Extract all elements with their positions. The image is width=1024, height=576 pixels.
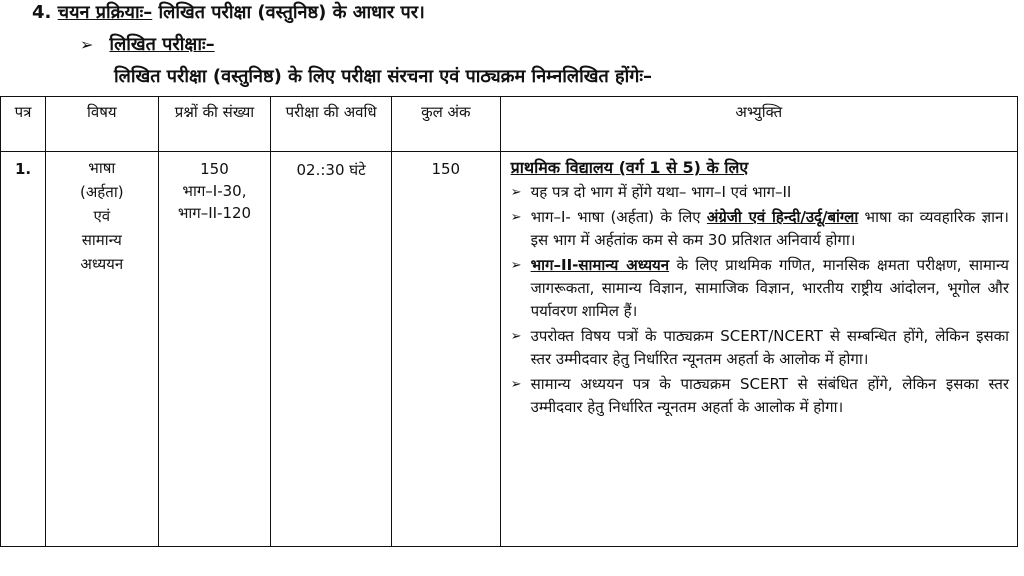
- section-text: लिखित परीक्षा (वस्तुनिष्ठ) के आधार पर।: [152, 2, 425, 23]
- header-subject: विषय: [45, 97, 158, 152]
- header-duration: परीक्षा की अवधि: [271, 97, 392, 152]
- arrow-icon: ➢: [510, 258, 522, 273]
- header-remarks: अभ्युक्ति: [500, 97, 1017, 152]
- cell-paper: 1.: [1, 152, 46, 547]
- arrow-icon: ➢: [80, 35, 94, 54]
- list-item: ➢ सामान्य अध्ययन पत्र के पाठ्यक्रम SCERT से संबंधित होंगे, लेकिन इसका स्तर उम्मीदवार हेतु निर्धारित न्यूनतम अहर्ता के आलोक में होगा।: [511, 373, 1009, 419]
- section-label: चयन प्रक्रियाः–: [57, 2, 153, 23]
- header-paper: पत्र: [1, 97, 46, 152]
- list-item: ➢ यह पत्र दो भाग में होंगे यथा– भाग–I एवं भाग–II: [511, 181, 1009, 204]
- arrow-icon: ➢: [510, 210, 522, 225]
- header-marks: कुल अंक: [391, 97, 500, 152]
- cell-duration: 02.:30 घंटे: [271, 152, 392, 547]
- arrow-icon: ➢: [510, 185, 522, 200]
- list-item: ➢ भाग–I- भाषा (अर्हता) के लिए अंग्रेजी एवं हिन्दी/उर्दू/बांग्ला भाषा का व्यवहारिक ज्ञान। इस भाग में अर्हतांक कम से कम 30 प्रतिशत अनिवार्य होगा।: [511, 206, 1009, 252]
- subheading-label: लिखित परीक्षाः–: [109, 34, 215, 55]
- cell-marks: 150: [391, 152, 500, 547]
- table-header-row: [1, 97, 1018, 152]
- remarks-title: प्राथमिक विद्यालय (वर्ग 1 से 5) के लिए: [510, 158, 749, 177]
- section-number: 4.: [32, 2, 52, 23]
- section-heading: [32, 0, 425, 24]
- exam-structure-table: [0, 96, 1018, 547]
- cell-questions: 150 भाग–I-30, भाग–II-120: [158, 152, 271, 547]
- list-item: ➢ उपरोक्त विषय पत्रों के पाठ्यक्रम SCERT/NCERT से सम्बन्धित होंगे, लेकिन इसका स्तर उम्मीदवार हेतु निर्धारित न्यूनतम अहर्ता के आलोक में होगा।: [511, 325, 1009, 371]
- cell-subject: भाषा (अर्हता) एवं सामान्य अध्ययन: [45, 152, 158, 547]
- intro-text: लिखित परीक्षा (वस्तुनिष्ठ) के लिए परीक्षा संरचना एवं पाठ्यक्रम निम्नलिखित होंगेः–: [114, 66, 653, 87]
- header-questions: प्रश्नों की संख्या: [158, 97, 271, 152]
- arrow-icon: ➢: [510, 377, 522, 392]
- subheading: [80, 32, 215, 56]
- arrow-icon: ➢: [510, 329, 522, 344]
- cell-remarks: [500, 152, 1017, 547]
- table-row: [1, 152, 1018, 547]
- list-item: ➢ भाग–II-सामान्य अध्ययन के लिए प्राथमिक गणित, मानसिक क्षमता परीक्षण, सामान्य जागरूकता, सामान्य विज्ञान, सामाजिक विज्ञान, भारतीय राष्ट्रीय आंदोलन, भूगोल और पर्यावरण शामिल हैं।: [511, 254, 1009, 323]
